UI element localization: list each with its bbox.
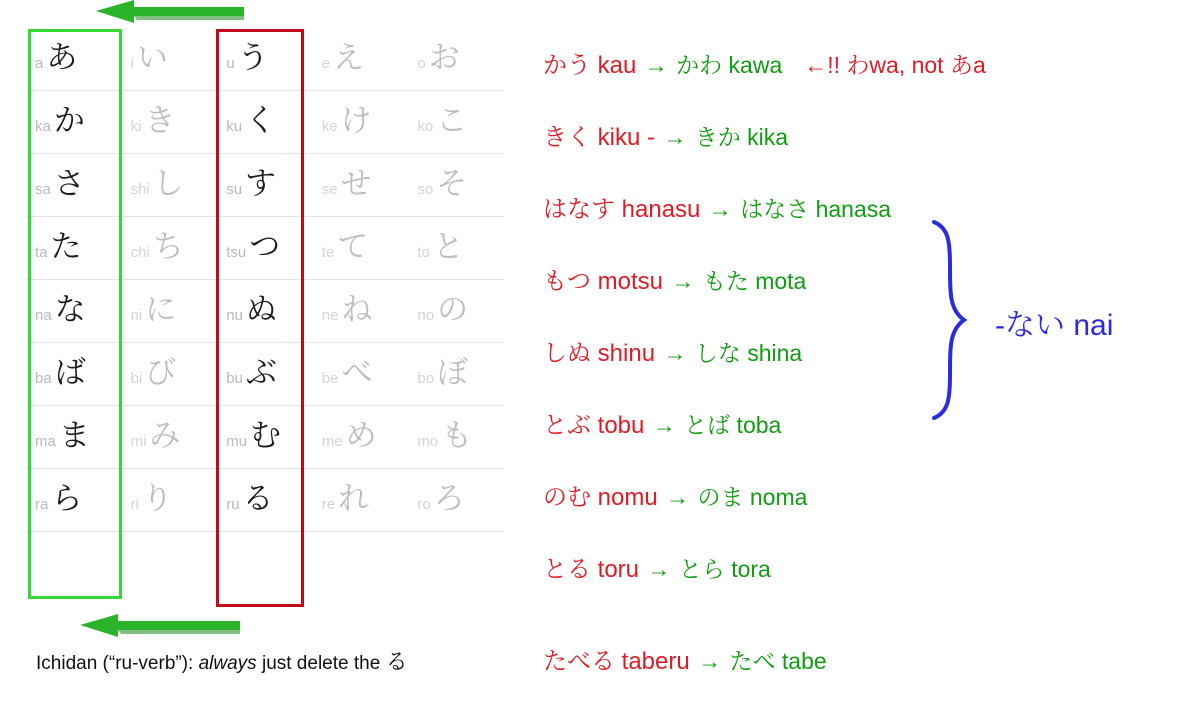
kana-glyph: な <box>54 292 86 327</box>
conjugation-result: とら tora <box>678 556 771 582</box>
romaji-label: na <box>35 306 52 324</box>
kana-glyph: ま <box>58 418 90 453</box>
conjugation-result: はなさ hanasa <box>740 196 892 222</box>
kana-glyph: る <box>242 481 274 516</box>
kana-cell[interactable] <box>408 343 504 405</box>
kana-glyph: え <box>333 40 365 75</box>
conjugation-source: かう kau <box>543 52 637 79</box>
kana-glyph: び <box>145 355 177 390</box>
kana-glyph: す <box>245 166 277 201</box>
kana-glyph: む <box>250 418 282 453</box>
romaji-label: a <box>35 54 44 72</box>
kana-glyph: べ <box>341 355 373 390</box>
romaji-label: bo <box>417 369 435 387</box>
kana-glyph: に <box>145 292 177 327</box>
kana-table <box>26 28 504 532</box>
conjugation-arrow-icon: → <box>698 648 722 674</box>
left-arrow-bottom-icon <box>80 614 240 640</box>
conjugation-arrow-icon: → <box>663 340 687 366</box>
kana-cell[interactable] <box>26 154 122 216</box>
romaji-label: ta <box>35 243 48 261</box>
kana-cell[interactable] <box>408 28 504 90</box>
romaji-label: mi <box>130 432 147 450</box>
romaji-label: ko <box>417 117 434 135</box>
kana-glyph: ね <box>341 292 373 327</box>
kana-cell[interactable] <box>217 91 313 153</box>
kana-cell[interactable] <box>313 406 409 468</box>
kana-glyph: し <box>152 166 184 201</box>
kana-cell[interactable] <box>217 469 313 531</box>
romaji-label: ma <box>35 432 56 450</box>
conjugation-arrow-icon: → <box>647 556 671 582</box>
ichidan-caption-pre: Ichidan (“ru-verb”): <box>36 653 199 674</box>
conjugation-note: ←!! わwa, not あa <box>804 52 986 78</box>
kana-glyph: き <box>144 103 176 138</box>
kana-cell[interactable] <box>408 217 504 279</box>
conjugation-line <box>543 477 807 512</box>
kana-row <box>26 343 504 406</box>
kana-cell[interactable] <box>26 217 122 279</box>
conjugation-source: とぶ tobu <box>543 412 645 439</box>
kana-glyph: か <box>53 103 85 138</box>
romaji-label: chi <box>130 243 150 261</box>
kana-cell[interactable] <box>408 406 504 468</box>
kana-glyph: た <box>50 229 82 264</box>
romaji-label: ra <box>35 495 49 513</box>
kana-cell[interactable] <box>217 343 313 405</box>
romaji-label: sa <box>35 180 51 198</box>
kana-cell[interactable] <box>408 91 504 153</box>
conjugation-line <box>543 189 891 224</box>
conjugation-line <box>543 261 806 296</box>
kana-row <box>26 469 504 532</box>
conjugation-line <box>543 641 827 676</box>
kana-cell[interactable] <box>408 154 504 216</box>
kana-glyph: お <box>428 40 460 75</box>
romaji-label: tsu <box>226 243 247 261</box>
kana-cell[interactable] <box>313 343 409 405</box>
kana-cell[interactable] <box>217 28 313 90</box>
romaji-label: me <box>321 432 343 450</box>
kana-glyph: り <box>141 481 173 516</box>
romaji-label: i <box>130 54 134 72</box>
kana-cell[interactable] <box>122 343 218 405</box>
ichidan-caption-post: just delete the <box>256 653 386 674</box>
kana-cell[interactable] <box>313 217 409 279</box>
kana-glyph: ぼ <box>437 355 469 390</box>
conjugation-arrow-icon: → <box>644 52 668 78</box>
conjugation-result: のま noma <box>697 484 808 510</box>
romaji-label: ki <box>130 117 142 135</box>
kana-row <box>26 91 504 154</box>
kana-glyph: ぶ <box>245 355 277 390</box>
conjugation-line <box>543 45 986 80</box>
kana-cell[interactable] <box>408 280 504 342</box>
kana-glyph: の <box>437 292 469 327</box>
romaji-label: mo <box>417 432 439 450</box>
kana-cell[interactable] <box>26 406 122 468</box>
kana-cell[interactable] <box>26 28 122 90</box>
kana-cell[interactable] <box>313 280 409 342</box>
kana-cell[interactable] <box>26 91 122 153</box>
romaji-label: nu <box>226 306 243 324</box>
conjugation-result: しな shina <box>694 340 803 366</box>
conjugation-source: きく kiku - <box>543 124 656 151</box>
romaji-label: o <box>417 54 426 72</box>
kana-cell[interactable] <box>122 469 218 531</box>
conjugation-line <box>543 549 771 584</box>
conjugation-arrow-icon: → <box>708 196 732 222</box>
kana-glyph: そ <box>436 166 468 201</box>
kana-glyph: れ <box>338 481 370 516</box>
conjugation-line <box>543 117 788 152</box>
kana-row <box>26 28 504 91</box>
kana-glyph: て <box>337 229 369 264</box>
conjugation-result: とば toba <box>684 412 782 438</box>
conjugation-source: のむ nomu <box>543 484 658 511</box>
kana-glyph: あ <box>46 40 78 75</box>
conjugation-line <box>543 405 781 440</box>
kana-glyph: け <box>340 103 372 138</box>
conjugation-result: もた mota <box>702 268 807 294</box>
nai-label: -ない nai <box>995 309 1114 342</box>
kana-cell[interactable] <box>217 154 313 216</box>
romaji-label: so <box>417 180 434 198</box>
kana-cell[interactable] <box>122 280 218 342</box>
romaji-label: u <box>226 54 235 72</box>
kana-glyph: ろ <box>433 481 465 516</box>
kana-glyph: い <box>136 40 168 75</box>
kana-glyph: つ <box>249 229 281 264</box>
kana-cell[interactable] <box>313 154 409 216</box>
kana-cell[interactable] <box>122 217 218 279</box>
nai-brace-icon <box>930 220 976 420</box>
conjugation-arrow-icon: → <box>652 412 676 438</box>
ichidan-caption-italic: always <box>198 653 257 674</box>
conjugation-result: かわ kawa <box>676 52 783 78</box>
kana-cell[interactable] <box>217 217 313 279</box>
romaji-label: re <box>321 495 336 513</box>
kana-cell[interactable] <box>122 91 218 153</box>
romaji-label: mu <box>226 432 248 450</box>
kana-glyph: ぬ <box>245 292 277 327</box>
conjugation-arrow-icon: → <box>663 124 687 150</box>
romaji-label: to <box>417 243 430 261</box>
kana-glyph: と <box>432 229 464 264</box>
kana-cell[interactable] <box>122 406 218 468</box>
kana-cell[interactable] <box>26 280 122 342</box>
kana-glyph: も <box>441 418 473 453</box>
conjugation-source: とる toru <box>543 556 640 583</box>
kana-row <box>26 154 504 217</box>
romaji-label: ku <box>226 117 243 135</box>
conjugation-line <box>543 333 802 368</box>
romaji-label: ri <box>130 495 139 513</box>
romaji-label: ke <box>321 117 338 135</box>
romaji-label: ka <box>35 117 51 135</box>
kana-glyph: せ <box>340 166 372 201</box>
conjugation-result: たべ tabe <box>729 648 827 674</box>
kana-cell[interactable] <box>217 280 313 342</box>
conjugation-source: もつ motsu <box>543 268 664 295</box>
romaji-label: se <box>321 180 338 198</box>
romaji-label: te <box>321 243 335 261</box>
romaji-label: no <box>417 306 435 324</box>
ichidan-caption <box>36 645 408 676</box>
ichidan-caption-ru: る <box>385 649 408 674</box>
conjugation-arrow-icon: → <box>666 484 690 510</box>
romaji-label: ru <box>226 495 240 513</box>
romaji-label: su <box>226 180 243 198</box>
kana-cell[interactable] <box>313 91 409 153</box>
kana-row <box>26 406 504 469</box>
romaji-label: ne <box>321 306 339 324</box>
kana-glyph: み <box>149 418 181 453</box>
romaji-label: ba <box>35 369 52 387</box>
kana-cell[interactable] <box>313 28 409 90</box>
kana-cell[interactable] <box>122 28 218 90</box>
conjugation-result: きか kika <box>694 124 789 150</box>
romaji-label: ni <box>130 306 143 324</box>
kana-cell[interactable] <box>217 406 313 468</box>
left-arrow-top-icon <box>96 0 244 26</box>
conjugation-arrow-icon: → <box>671 268 695 294</box>
kana-glyph: う <box>237 40 269 75</box>
kana-glyph: こ <box>436 103 468 138</box>
kana-glyph: く <box>245 103 277 138</box>
romaji-label: be <box>321 369 339 387</box>
romaji-label: e <box>321 54 331 72</box>
romaji-label: shi <box>130 180 150 198</box>
romaji-label: bi <box>130 369 143 387</box>
kana-cell[interactable] <box>122 154 218 216</box>
conjugation-source: はなす hanasu <box>543 196 701 223</box>
kana-glyph: ば <box>54 355 86 390</box>
kana-row <box>26 280 504 343</box>
kana-cell[interactable] <box>408 469 504 531</box>
kana-cell[interactable] <box>313 469 409 531</box>
kana-cell[interactable] <box>26 469 122 531</box>
kana-cell[interactable] <box>26 343 122 405</box>
kana-glyph: め <box>345 418 377 453</box>
kana-glyph: ら <box>51 481 83 516</box>
romaji-label: bu <box>226 369 243 387</box>
romaji-label: ro <box>417 495 431 513</box>
kana-glyph: ち <box>152 229 184 264</box>
kana-glyph: さ <box>53 166 85 201</box>
kana-row <box>26 217 504 280</box>
conjugation-source: しぬ shinu <box>543 340 656 367</box>
conjugation-source: たべる taberu <box>543 648 690 675</box>
